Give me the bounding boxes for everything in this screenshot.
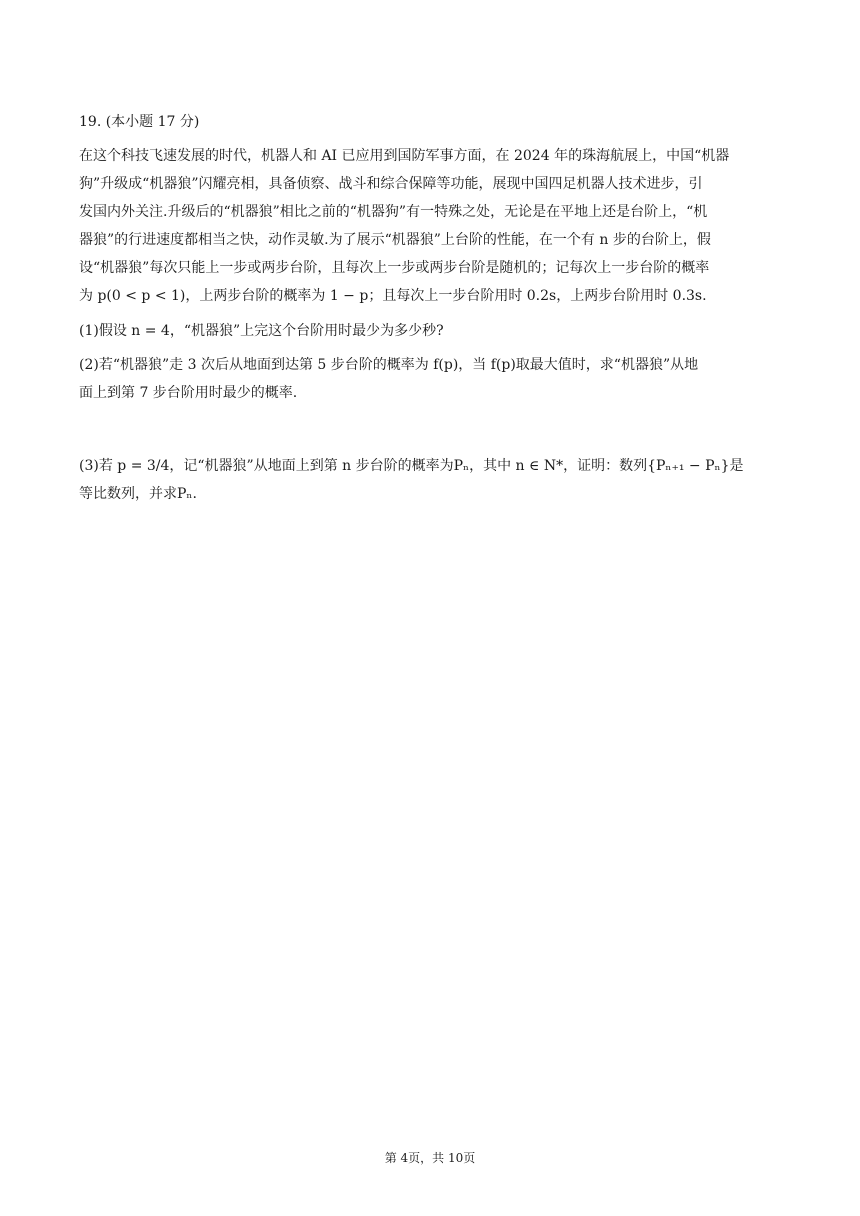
intro-line: 设“机器狼”每次只能上一步或两步台阶，且每次上一步或两步台阶是随机的；记每次上一步台阶的概率 [79, 260, 710, 276]
question-2-line: 面上到第 7 步台阶用时最少的概率. [79, 385, 298, 401]
question-3-line: 等比数列，并求Pₙ. [79, 486, 197, 502]
question-2 [79, 351, 782, 407]
intro-line: 器狼”的行进速度都相当之快，动作灵敏.为了展示“机器狼”上台阶的性能，在一个有 n 步的台阶上，假 [79, 232, 711, 248]
question-1-line: (1)假设 n = 4，“机器狼”上完这个台阶用时最少为多少秒? [79, 323, 444, 339]
question-1 [79, 317, 782, 345]
question-3 [79, 452, 782, 508]
intro-line: 狗”升级成“机器狼”闪耀亮相，具备侦察、战斗和综合保障等功能，展现中国四足机器人技术进步，引 [79, 176, 703, 192]
problem-intro [79, 142, 782, 310]
problem-header: 19. (本小题 17 分) [79, 114, 200, 130]
intro-line: 在这个科技飞速发展的时代，机器人和 AI 已应用到国防军事方面，在 2024 年的珠海航展上，中国“机器 [79, 148, 730, 164]
intro-line: 发国内外关注.升级后的“机器狼”相比之前的“机器狗”有一特殊之处，无论是在平地上还是台阶上，“机 [79, 204, 708, 220]
question-2-line: (2)若“机器狼”走 3 次后从地面到达第 5 步台阶的概率为 f(p)，当 f(p)取最大值时，求“机器狼”从地 [79, 357, 699, 373]
question-3-line: (3)若 p = 3/4，记“机器狼”从地面上到第 n 步台阶的概率为Pₙ，其中 n ∈ N*，证明：数列{Pₙ₊₁ − Pₙ}是 [79, 458, 744, 474]
page-footer: 第 4页，共 10页 [384, 1151, 476, 1165]
intro-line: 为 p(0 < p < 1)，上两步台阶的概率为 1 − p；且每次上一步台阶用时 0.2s，上两步台阶用时 0.3s. [79, 288, 707, 304]
